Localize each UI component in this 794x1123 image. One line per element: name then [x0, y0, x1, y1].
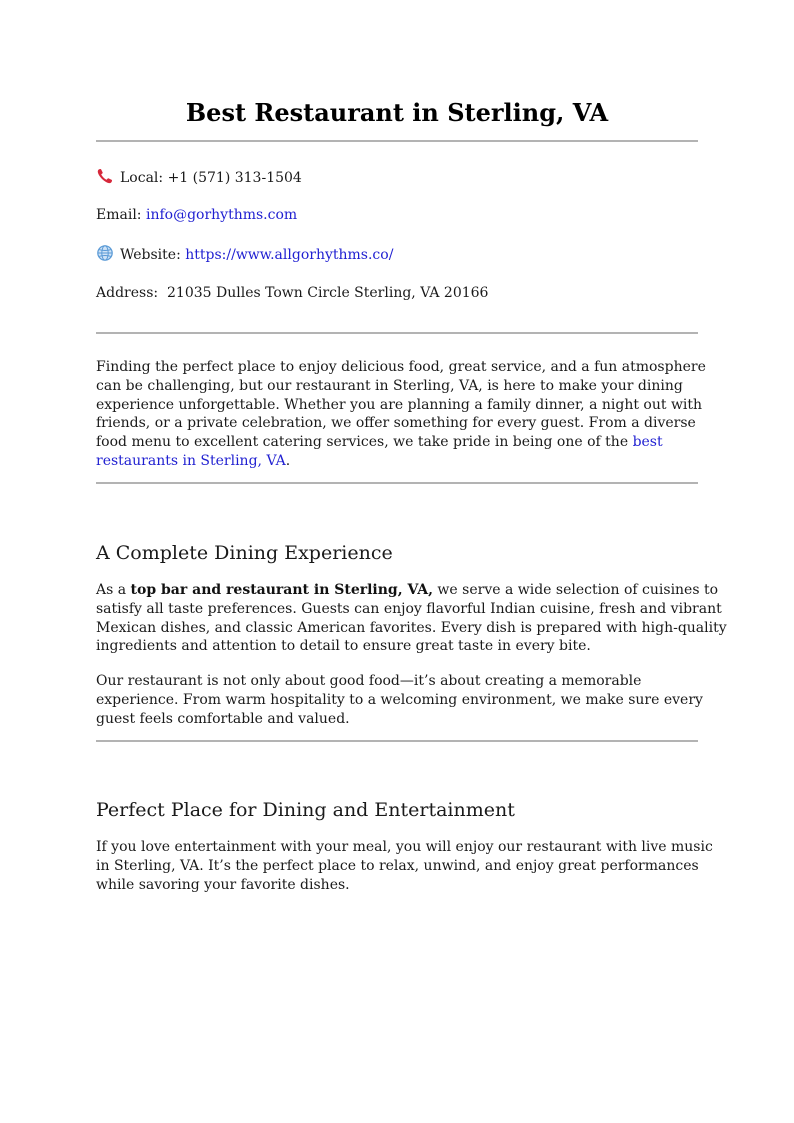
- address-label: Address:: [96, 285, 159, 301]
- intro-line: Finding the perfect place to enjoy delicious food, great service, and a fun atmosphere: [96, 359, 706, 375]
- globe-icon: [96, 244, 114, 262]
- dining-text-start: As a: [96, 582, 131, 598]
- section-heading-dining: A Complete Dining Experience: [96, 542, 393, 564]
- phone-value[interactable]: +1 (571) 313-1504: [167, 170, 302, 186]
- email-label: Email:: [96, 207, 146, 223]
- website-label: Website:: [120, 247, 186, 263]
- phone-line: [96, 167, 302, 188]
- email-link[interactable]: info@gorhythms.com: [145, 207, 298, 223]
- best-restaurants-link[interactable]: best: [632, 434, 663, 451]
- phone-label: Local:: [120, 170, 168, 186]
- intro-line: can be challenging, but our restaurant in Sterling, VA, is here to make your dining: [96, 377, 683, 394]
- dining-line: satisfy all taste preferences. Guests can enjoy flavorful Indian cuisine, fresh and vibrant: [96, 600, 722, 617]
- entertainment-line: while savoring your favorite dishes.: [96, 876, 350, 893]
- dining-line: experience. From warm hospitality to a welcoming environment, we make sure every: [96, 691, 703, 708]
- intro-line: experience unforgettable. Whether you are planning a family dinner, a night out with: [96, 396, 703, 413]
- telephone-receiver-icon: [96, 167, 114, 185]
- dining-divider: [96, 740, 698, 742]
- dining-line: Our restaurant is not only about good food—it’s about creating a memorable: [96, 673, 642, 689]
- dining-paragraph-2: [96, 672, 703, 728]
- dining-paragraph-1: [96, 581, 727, 656]
- address-value: 21035 Dulles Town Circle Sterling, VA 20166: [167, 285, 489, 301]
- address-line: [96, 283, 488, 303]
- best-restaurants-link-cont[interactable]: restaurants in Sterling, VA: [96, 452, 286, 469]
- entertainment-line: If you love entertainment with your meal, you will enjoy our restaurant with live music: [96, 839, 713, 855]
- dining-line: [96, 581, 719, 600]
- intro-line: [96, 452, 698, 471]
- entertainment-paragraph: [96, 838, 713, 894]
- dining-line: Mexican dishes, and classic American favorites. Every dish is prepared with high-quality: [96, 619, 727, 636]
- entertainment-line: in Sterling, VA. It’s the perfect place to relax, unwind, and enjoy great performances: [96, 857, 699, 874]
- intro-line: friends, or a private celebration, we offer something for every guest. From a diverse: [96, 415, 696, 432]
- intro-period: .: [285, 452, 291, 469]
- website-line: [96, 244, 393, 265]
- dining-bold-text: top bar and restaurant in Sterling, VA,: [130, 582, 433, 598]
- intro-text: food menu to excellent catering services, we take pride in being one of the: [96, 434, 633, 451]
- contact-divider: [96, 332, 698, 334]
- dining-line: ingredients and attention to detail to ensure great taste in every bite.: [96, 638, 591, 655]
- intro-line: [96, 433, 698, 452]
- email-line: [96, 205, 297, 225]
- intro-paragraph: [96, 358, 706, 471]
- title-divider: [96, 140, 698, 142]
- dining-text-end: we serve a wide selection of cuisines to: [432, 582, 719, 598]
- page-title: Best Restaurant in Sterling, VA: [185, 98, 609, 127]
- website-link[interactable]: https://www.allgorhythms.co/: [185, 247, 394, 263]
- dining-line: guest feels comfortable and valued.: [96, 710, 350, 727]
- intro-divider: [96, 482, 698, 484]
- section-heading-entertainment: Perfect Place for Dining and Entertainment: [96, 799, 515, 821]
